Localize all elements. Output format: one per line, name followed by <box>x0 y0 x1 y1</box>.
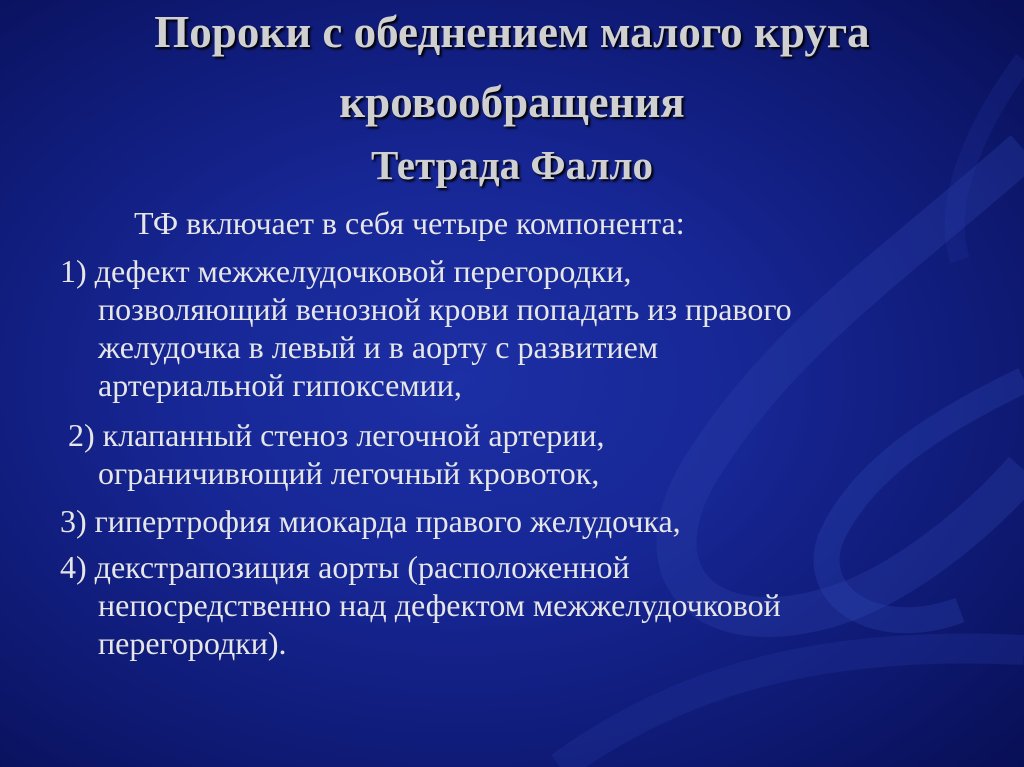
list-item-1-line-4: артериальной гипоксемии, <box>98 367 462 403</box>
list-item-1 <box>60 252 792 404</box>
list-item-2-line-2: ограничивющий легочный кровоток, <box>98 455 600 491</box>
list-item-1-line-3: желудочка в левый и в аорту с развитием <box>98 329 659 365</box>
list-item-1-first-line: 1) дефект межжелудочковой перегородки, <box>60 253 632 289</box>
list-item-2-first-line: 2) клапанный стеноз легочной артерии, <box>60 417 605 453</box>
list-item-4-line-2: непосредственно над дефектом межжелудочковой <box>98 587 781 623</box>
intro-text: ТФ включает в себя четыре компонента: <box>134 205 685 241</box>
list-item-4-first-line: 4) декстрапозиция аорты (расположенной <box>60 549 630 585</box>
list-item-4 <box>60 548 781 662</box>
list-item-3-first-line: 3) гипертрофия миокарда правого желудочка, <box>60 503 681 539</box>
list-item-4-line-3: перегородки). <box>98 625 287 661</box>
list-item-3 <box>60 502 681 540</box>
slide-title-line-2: кровообращения <box>339 77 685 127</box>
list-item-1-line-2: позволяющий венозной крови попадать из правого <box>98 291 792 327</box>
slide-title-line-1: Пороки с обеднением малого круга <box>154 7 870 57</box>
list-item-2 <box>60 416 605 492</box>
slide-subtitle: Тетрада Фалло <box>371 142 653 188</box>
